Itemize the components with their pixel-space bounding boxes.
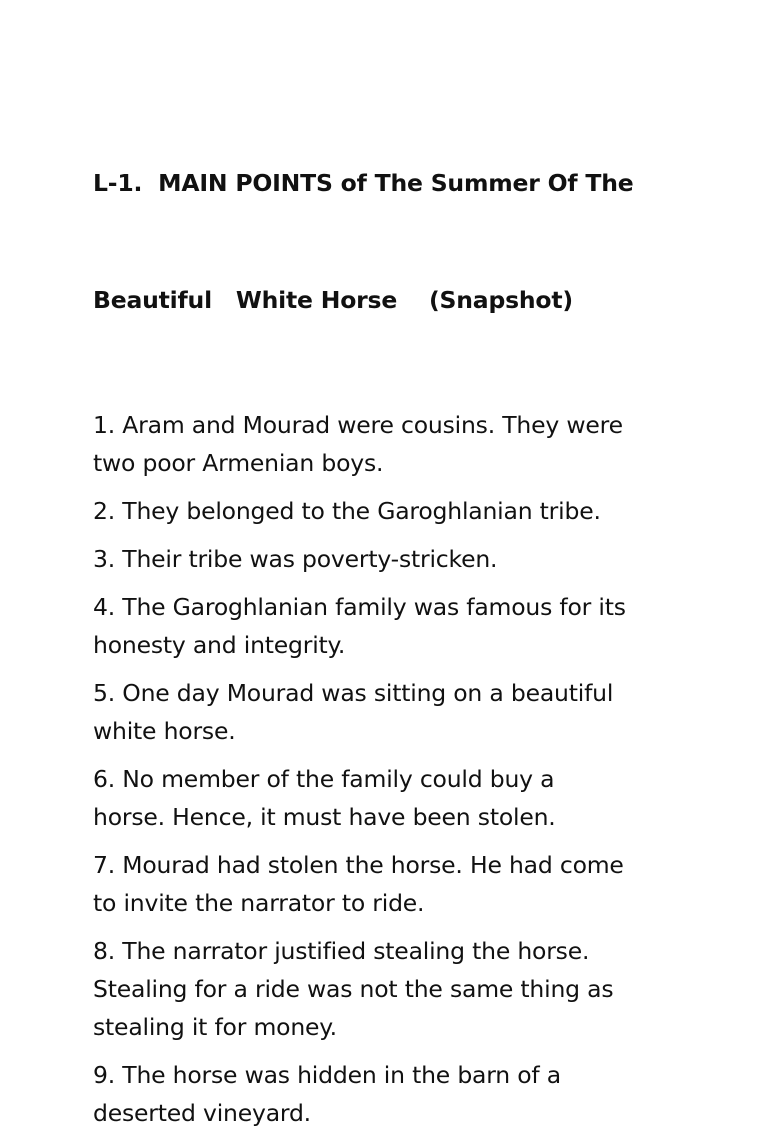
point-6-line-2: horse. Hence, it must have been stolen. bbox=[93, 803, 556, 831]
point-2 bbox=[93, 492, 733, 530]
point-5 bbox=[93, 674, 733, 750]
title-line-2: Beautiful White Horse (Snapshot) bbox=[93, 286, 573, 314]
point-8-line-1: 8. The narrator justified stealing the horse. bbox=[93, 937, 590, 965]
point-3-line-1: 3. Their tribe was poverty-stricken. bbox=[93, 545, 498, 573]
point-8 bbox=[93, 932, 733, 1046]
point-6-line-1: 6. No member of the family could buy a bbox=[93, 765, 555, 793]
point-8-line-3: stealing it for money. bbox=[93, 1013, 337, 1041]
point-1-line-1: 1. Aram and Mourad were cousins. They were bbox=[93, 411, 623, 439]
point-7-line-2: to invite the narrator to ride. bbox=[93, 889, 425, 917]
point-6 bbox=[93, 760, 733, 836]
point-5-line-1: 5. One day Mourad was sitting on a beautiful bbox=[93, 679, 614, 707]
point-9-line-2: deserted vineyard. bbox=[93, 1099, 311, 1127]
point-9 bbox=[93, 1056, 733, 1132]
point-8-line-2: Stealing for a ride was not the same thing as bbox=[93, 975, 614, 1003]
point-2-line-1: 2. They belonged to the Garoghlanian tribe. bbox=[93, 497, 601, 525]
point-3 bbox=[93, 540, 733, 578]
point-4-line-2: honesty and integrity. bbox=[93, 631, 346, 659]
point-1-line-2: two poor Armenian boys. bbox=[93, 449, 384, 477]
title-line-1: L-1. MAIN POINTS of The Summer Of The bbox=[93, 169, 634, 197]
main-points-list bbox=[93, 406, 733, 1132]
point-7 bbox=[93, 846, 733, 922]
document-title bbox=[93, 86, 733, 398]
point-5-line-2: white horse. bbox=[93, 717, 236, 745]
document-page bbox=[93, 86, 733, 1142]
point-9-line-1: 9. The horse was hidden in the barn of a bbox=[93, 1061, 561, 1089]
point-4-line-1: 4. The Garoghlanian family was famous for its bbox=[93, 593, 626, 621]
point-7-line-1: 7. Mourad had stolen the horse. He had come bbox=[93, 851, 624, 879]
point-1 bbox=[93, 406, 733, 482]
point-4 bbox=[93, 588, 733, 664]
